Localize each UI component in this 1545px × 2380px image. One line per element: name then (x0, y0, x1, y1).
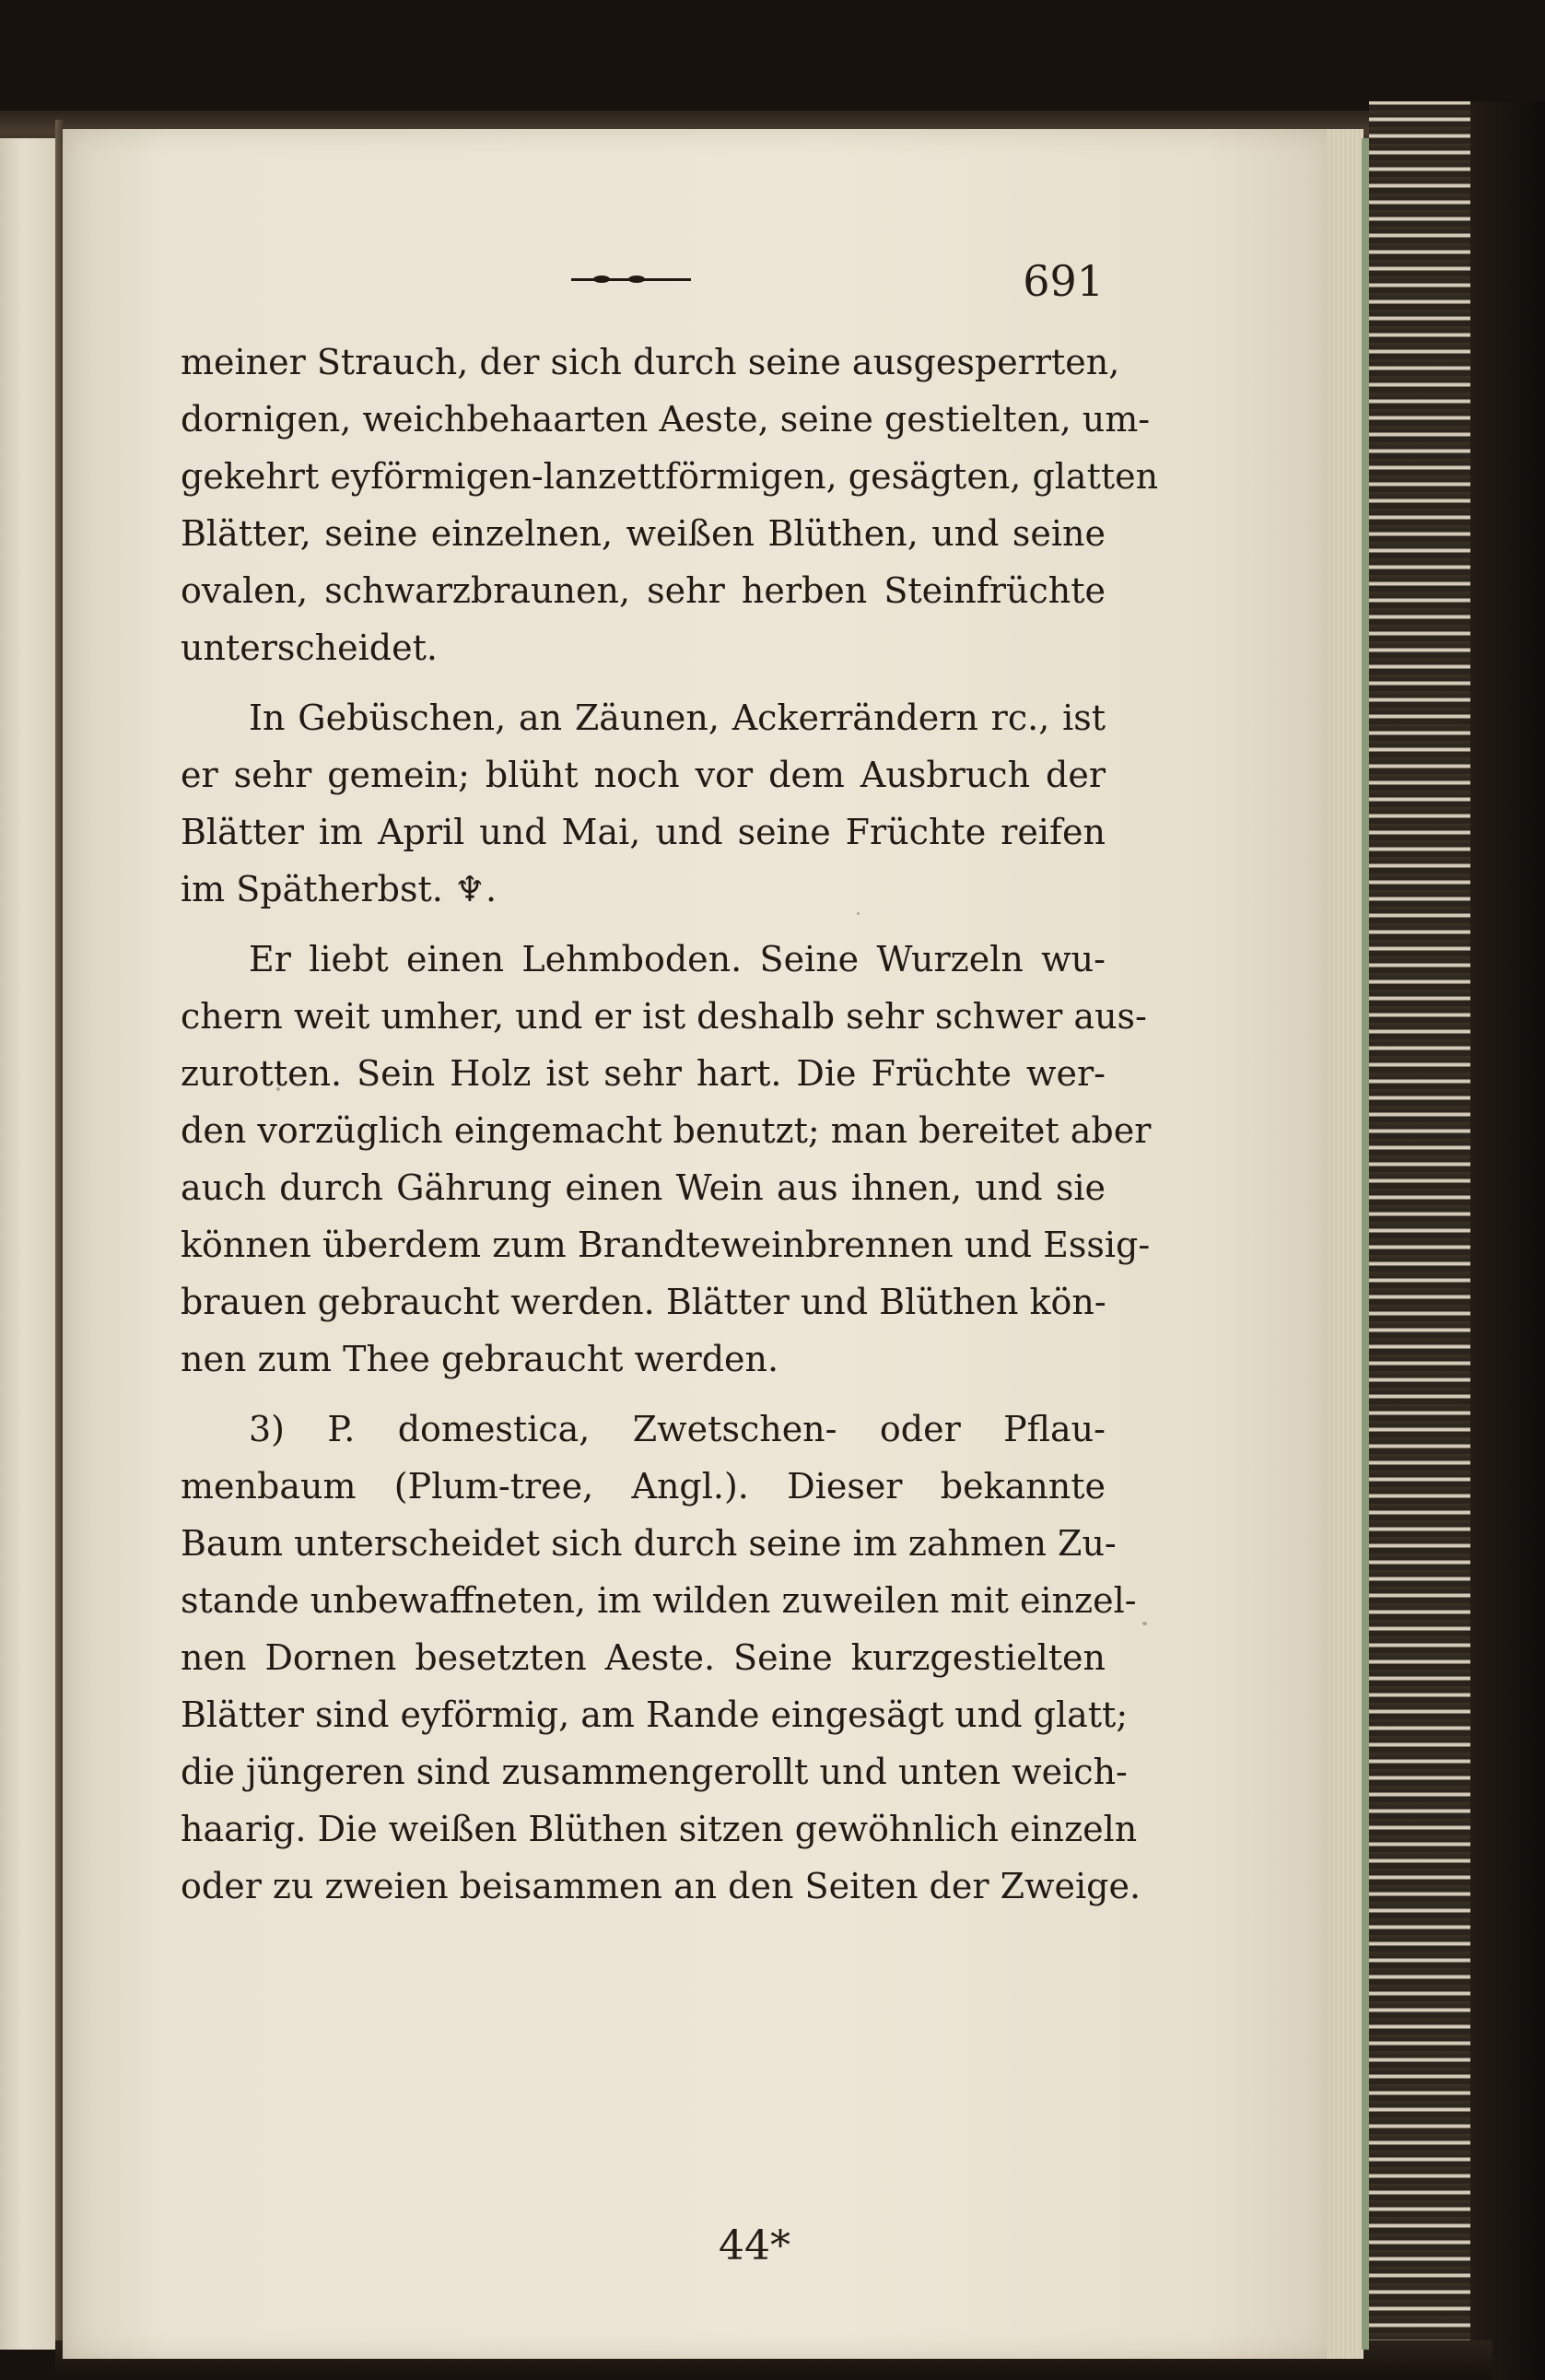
cover-shadow (1470, 101, 1545, 2380)
text-line: auch durch Gährung einen Wein aus ihnen, und sie (181, 1167, 1106, 1208)
text-line: In Gebüschen, an Zäunen, Ackerrändern rc., ist (249, 698, 1106, 738)
text-line: er sehr gemein; blüht noch vor dem Ausbruch der (181, 755, 1106, 795)
text-line: können überdem zum Brandteweinbrennen und Essig- (181, 1225, 1151, 1265)
paper-speck (1142, 1622, 1147, 1625)
page-edges (1327, 129, 1364, 2359)
text-line: Blätter, seine einzelnen, weißen Blüthen, und seine (181, 513, 1106, 554)
body-text (181, 334, 1159, 1915)
paragraph (181, 931, 1152, 1388)
text-line: stande unbewaffneten, im wilden zuweilen mit einzel- (181, 1580, 1137, 1621)
text-line: den vorzüglich eingemacht benutzt; man bereitet aber (181, 1110, 1152, 1151)
text-line: Baum unterscheidet sich durch seine im zahmen Zu- (181, 1523, 1117, 1564)
paragraph (181, 1401, 1141, 1915)
page-number: 691 (1023, 256, 1104, 306)
text-line: menbaum (Plum-tree, Angl.). Dieser bekannte (181, 1466, 1106, 1507)
text-line: oder zu zweien beisammen an den Seiten der Zweige. (181, 1866, 1141, 1906)
text-line: die jüngeren sind zusammengerollt und unten weich- (181, 1752, 1128, 1792)
text-line: 3) P. domestica, Zwetschen- oder Pflau- (249, 1409, 1106, 1449)
catchword: 44* (719, 2222, 790, 2269)
text-line: Blätter im April und Mai, und seine Früchte reifen (181, 812, 1106, 852)
text-line: im Spätherbst. ♆. (181, 869, 497, 909)
text-line: brauen gebraucht werden. Blätter und Blüthen kön- (181, 1282, 1106, 1322)
text-line: gekehrt eyförmigen-lanzettförmigen, gesägten, glatten (181, 456, 1159, 497)
text-line: dornigen, weichbehaarten Aeste, seine gestielten, um- (181, 399, 1151, 440)
text-line: nen Dornen besetzten Aeste. Seine kurzgestielten (181, 1637, 1106, 1678)
text-line: zurotten. Sein Holz ist sehr hart. Die Früchte wer- (181, 1053, 1106, 1094)
text-line: chern weit umher, und er ist deshalb sehr schwer aus- (181, 996, 1147, 1037)
paragraph (181, 689, 1106, 918)
paper-speck (276, 1087, 280, 1091)
text-line: Blätter sind eyförmig, am Rande eingesägt und glatt; (181, 1694, 1129, 1735)
text-line: ovalen, schwarzbraunen, sehr herben Steinfrüchte (181, 570, 1106, 611)
paper-speck (857, 912, 860, 915)
text-line: Er liebt einen Lehmboden. Seine Wurzeln wu- (249, 939, 1106, 979)
colored-page-edge (1362, 138, 1369, 2350)
text-line: meiner Strauch, der sich durch seine ausgesperrten, (181, 342, 1120, 382)
text-line: unterscheidet. (181, 627, 438, 668)
marbled-cover-edge (1369, 101, 1480, 2350)
facing-page-edge (0, 138, 57, 2350)
text-line: nen zum Thee gebraucht werden. (181, 1339, 779, 1379)
text-line: haarig. Die weißen Blüthen sitzen gewöhnlich einzeln (181, 1809, 1138, 1849)
header-ornament (571, 275, 691, 284)
paragraph (181, 334, 1159, 676)
